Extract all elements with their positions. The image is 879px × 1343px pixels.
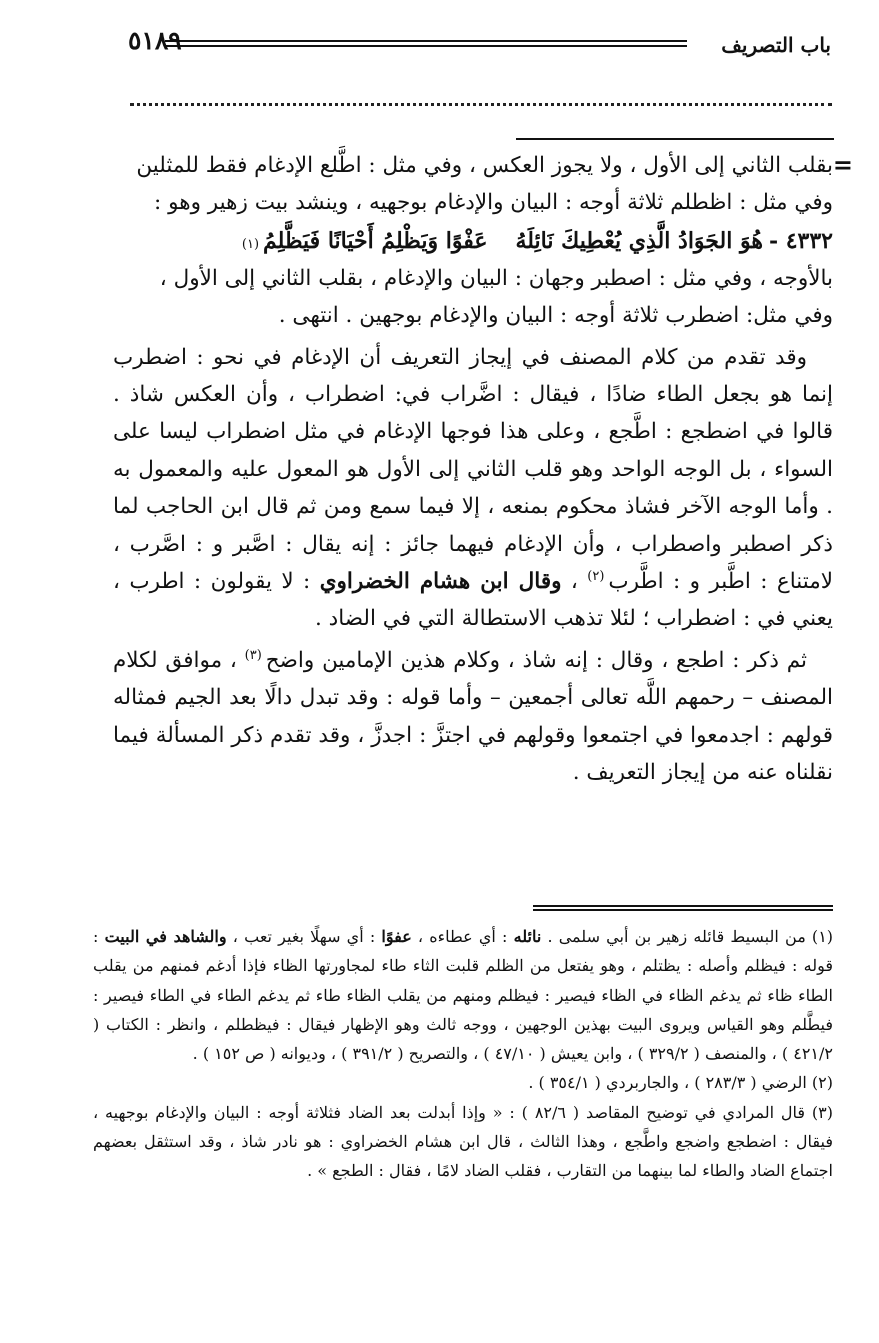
dotted-separator bbox=[130, 103, 832, 106]
footnote-ref-2: (٢) bbox=[587, 568, 605, 584]
header-double-rule bbox=[165, 40, 687, 47]
page-number: ٥١٨٩ bbox=[128, 26, 182, 55]
verse-first-hemistich: هُوَ الجَوَادُ الَّذِي يُعْطِيكَ نَائِلَهُ bbox=[515, 227, 763, 254]
paragraph-2 bbox=[113, 339, 833, 638]
footnote-ref-3: (٣) bbox=[244, 647, 262, 663]
footnote-1-text: (١) من البسيط قائله زهير بن أبي سلمى . bbox=[541, 927, 834, 946]
footnote-1 bbox=[93, 922, 833, 1068]
footnote-2: (٢) الرضي ( ٢٨٣/٣ ) ، والجاربردي ( ٣٥٤/١ ) . bbox=[528, 1073, 833, 1093]
footnote-1-text: : قوله : فيظلم وأصله : يظتلم ، وهو يفتعل من الظلم قلبت الثاء طاء لمجاورتها الظاء فإذا أدغم فمنهم من يقلب الطاء ظاء ثم يدغم الظاء في الظاء فيصير : فيظلم ومنهم من يقلب الظاء طاء ثم يدغم الطاء في الطاء فيصير : فيطَّلم وهو القياس ويروى البيت بهذين الوجهين ، ووجه ثالث وهو الإظهار فيقال : فيظطلم ، وانظر : الكتاب ( ٤٢١/٢ ) ، والمنصف ( ٣٢٩/٢ ) ، وابن يعيش ( ٤٧/١٠ ) ، والتصريح ( ٣٩١/٢ ) ، وديوانه ( ص ١٥٢ ) . bbox=[93, 927, 834, 1064]
verse-second-hemistich: عَفْوًا وَيَظْلِمُ أَحْيَانًا فَيَظَّلِمُ bbox=[263, 227, 488, 254]
text-line: وفي مثل: اضطرب ثلاثة أوجه : البيان والإدغام بوجهين . انتهى . bbox=[278, 303, 833, 329]
footnotes bbox=[93, 922, 833, 1186]
paragraph-2-bold-name: وقال ابن هشام الخضراوي bbox=[319, 569, 562, 595]
paragraph-3-start: ثم ذكر : اطجع ، وقال : إنه شاذ ، وكلام هذين الإمامين واضح bbox=[265, 647, 808, 673]
footnote-1-term: نائله bbox=[513, 927, 542, 946]
paragraph-2-end: : لا يقولون : اطرب ، يعني في : اضطراب ؛ لئلا تذهب الاستطالة التي في الضاد . bbox=[113, 569, 833, 632]
running-title: باب التصريف bbox=[721, 33, 831, 57]
top-short-rule bbox=[516, 138, 834, 140]
paragraph-3-end: ، موافق لكلام المصنف – رحمهم اللَّه تعالى أجمعين – وأما قوله : وقد تبدل دالًا بعد الجيم فمثاله قولهم : اجدمعوا في اجتمعوا وقولهم في اجتزَّ : اجدزَّ ، وقد تقدم ذكر المسألة فيما نقلناه عنه من إيجاز التعريف . bbox=[113, 647, 833, 786]
continuation-mark: = bbox=[832, 150, 853, 179]
paragraph-2-separator: ، bbox=[561, 569, 588, 595]
text-line: بقلب الثاني إلى الأول ، ولا يجوز العكس ، وفي مثل : اطَّلع الإدغام فقط للمثلين bbox=[136, 153, 833, 178]
poetry-verse: ٤٣٣٢ - هُوَ الجَوَادُ الَّذِي يُعْطِيكَ نَائِلَهُ عَفْوًا وَيَظْلِمُ أَحْيَانًا فَيَظَّلِمُ (١) bbox=[113, 222, 833, 260]
footnote-1-text: : أي سهلًا بغير تعب ، bbox=[226, 927, 382, 946]
footnote-1-text: : أي عطاءه ، bbox=[411, 927, 514, 946]
text-line: وفي مثل : اظطلم ثلاثة أوجه : البيان والإدغام بوجهيه ، وينشد بيت زهير وهو : bbox=[154, 190, 833, 216]
footnote-double-rule bbox=[533, 905, 833, 911]
main-text bbox=[113, 147, 833, 792]
paragraph-2-text: وقد تقدم من كلام المصنف في إيجاز التعريف أن الإدغام في نحو : اضطرب إنما هو بجعل الطاء ضادًا ، فيقال : اضَّراب في: اضطراب ، وأن العكس شاذ . قالوا في اضطجع : اطَّجع ، وعلى هذا فوجها الإدغام في مثل اضطراب ليسا على السواء ، بل الوجه الواحد وهو قلب الثاني إلى الأول هو المعول عليه والمعمول به . وأما الوجه الآخر فشاذ محكوم بمنعه ، إلا فيما سمع ومن ثم قال ابن الحاجب لما ذكر اصطبر واصطراب ، وأن الإدغام فيهما جائز : إنه يقال : اصَّبر و : اصَّرب ، لامتناع : اطَّبر و : اطَّرب bbox=[113, 344, 834, 595]
footnote-1-term: عفوًا bbox=[381, 927, 412, 946]
footnote-1-term: والشاهد في البيت bbox=[104, 927, 227, 946]
verse-number: ٤٣٣٢ - bbox=[768, 227, 833, 254]
footnote-3: (٣) قال المرادي في توضيح المقاصد ( ٨٢/٦ ) : « وإذا أبدلت بعد الضاد فثلاثة أوجه : البيان والإدغام بوجهيه ، فيقال : اضطجع واضجع واطَّجع ، وهذا الثالث ، قال ابن هشام الخضراوي : هو نادر شاذ ، وقد استثقل بعضهم اجتماع الضاد والطاء لما بينهما من التقارب ، فقلب الضاد لامًا ، فقال : الطجع » . bbox=[93, 1102, 834, 1181]
text-line: بالأوجه ، وفي مثل : اصطبر وجهان : البيان والإدغام ، بقلب الثاني إلى الأول ، bbox=[159, 265, 833, 291]
paragraph-3 bbox=[113, 642, 833, 792]
